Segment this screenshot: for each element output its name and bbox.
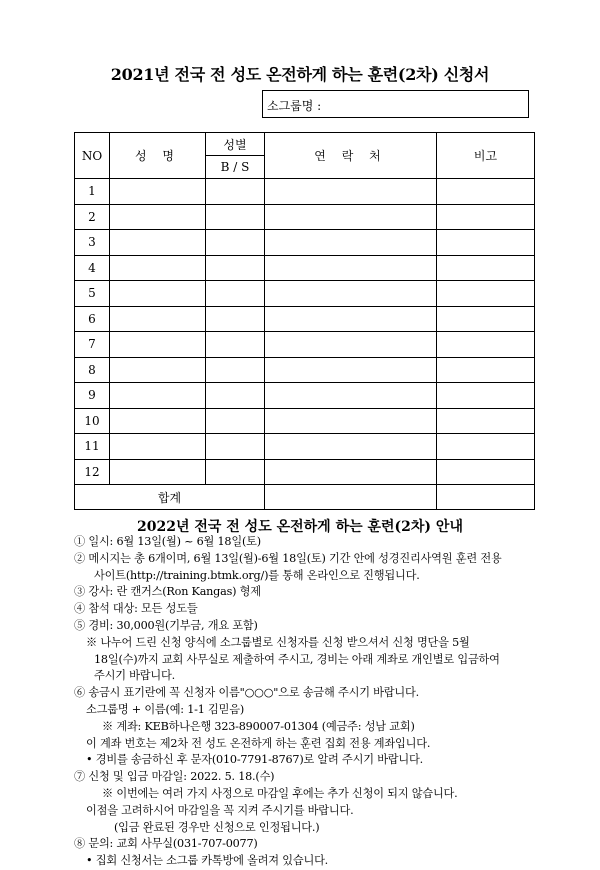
note-cell[interactable] <box>437 230 535 256</box>
total-note-cell[interactable] <box>437 485 535 510</box>
row-number: 7 <box>75 332 110 358</box>
name-cell[interactable] <box>110 230 206 256</box>
notice-line: 주시기 바랍니다. <box>94 669 175 683</box>
note-cell[interactable] <box>437 408 535 434</box>
notice-line: ※ 이번에는 여러 가지 사정으로 마감일 후에는 추가 신청이 되지 않습니다. <box>102 786 458 800</box>
gender-cell[interactable] <box>206 255 265 281</box>
notice-line: ⑤ 경비: 30,000원(기부금, 개요 포함) <box>74 618 258 632</box>
note-cell[interactable] <box>437 281 535 307</box>
note-cell[interactable] <box>437 459 535 485</box>
table-row <box>75 204 535 230</box>
header-contact: 연 락 처 <box>265 133 437 179</box>
gender-cell[interactable] <box>206 434 265 460</box>
table-row <box>75 434 535 460</box>
gender-cell[interactable] <box>206 459 265 485</box>
note-cell[interactable] <box>437 179 535 205</box>
name-cell[interactable] <box>110 408 206 434</box>
notice-line: ② 메시지는 총 6개이며, 6월 13일(월)-6월 18일(토) 기간 안에 성경진리사역원 훈련 전용 <box>74 551 502 565</box>
form-title: 2021년 전국 전 성도 온전하게 하는 훈련(2차) 신청서 <box>110 65 490 84</box>
notice-line: ※ 계좌: KEB하나은행 323-890007-01304 (예금주: 성남 교회) <box>102 719 415 733</box>
name-cell[interactable] <box>110 204 206 230</box>
group-name-label: 소그룹명 : <box>267 99 322 113</box>
roster-rows <box>75 179 535 485</box>
header-gender: 성별 <box>206 133 265 156</box>
gender-cell[interactable] <box>206 408 265 434</box>
table-row <box>75 255 535 281</box>
note-cell[interactable] <box>437 306 535 332</box>
name-cell[interactable] <box>110 255 206 281</box>
note-cell[interactable] <box>437 332 535 358</box>
name-cell[interactable] <box>110 332 206 358</box>
row-number: 2 <box>75 204 110 230</box>
row-number: 4 <box>75 255 110 281</box>
note-cell[interactable] <box>437 383 535 409</box>
notice-line: 사이트(http://training.btmk.org/)를 통해 온라인으로 진행됩니다. <box>94 568 420 582</box>
contact-cell[interactable] <box>265 408 437 434</box>
note-cell[interactable] <box>437 255 535 281</box>
header-note: 비고 <box>437 133 535 179</box>
row-number: 1 <box>75 179 110 205</box>
notice-line: ④ 참석 대상: 모든 성도들 <box>74 602 198 616</box>
header-name: 성 명 <box>110 133 206 179</box>
table-row <box>75 383 535 409</box>
contact-cell[interactable] <box>265 459 437 485</box>
row-number: 10 <box>75 408 110 434</box>
gender-cell[interactable] <box>206 357 265 383</box>
row-number: 6 <box>75 306 110 332</box>
total-label: 합계 <box>75 485 265 510</box>
table-row <box>75 332 535 358</box>
notice-line: ※ 나누어 드린 신청 양식에 소그룹별로 신청자를 신청 받으셔서 신청 명단을 5월 <box>86 635 470 649</box>
contact-cell[interactable] <box>265 281 437 307</box>
note-cell[interactable] <box>437 434 535 460</box>
notice-line: • 경비를 송금하신 후 문자(010-7791-8767)로 알려 주시기 바랍니다. <box>86 753 423 767</box>
header-no: NO <box>75 133 110 179</box>
gender-cell[interactable] <box>206 179 265 205</box>
row-number: 9 <box>75 383 110 409</box>
notice-line: 이점을 고려하시어 마감일을 꼭 지켜 주시기를 바랍니다. <box>86 803 354 817</box>
table-row <box>75 230 535 256</box>
row-number: 11 <box>75 434 110 460</box>
gender-cell[interactable] <box>206 332 265 358</box>
name-cell[interactable] <box>110 306 206 332</box>
contact-cell[interactable] <box>265 306 437 332</box>
gender-cell[interactable] <box>206 281 265 307</box>
header-gender-sub: B / S <box>206 156 265 179</box>
name-cell[interactable] <box>110 434 206 460</box>
table-row <box>75 306 535 332</box>
gender-cell[interactable] <box>206 383 265 409</box>
table-row <box>75 179 535 205</box>
notice-line: ③ 강사: 란 캔거스(Ron Kangas) 형제 <box>74 585 261 599</box>
name-cell[interactable] <box>110 179 206 205</box>
contact-cell[interactable] <box>265 255 437 281</box>
group-name-box[interactable] <box>262 90 529 118</box>
row-number: 5 <box>75 281 110 307</box>
contact-cell[interactable] <box>265 179 437 205</box>
notice-line: 소그룹명 + 이름(예: 1-1 김믿음) <box>86 702 244 716</box>
notice-line: ⑧ 문의: 교회 사무실(031-707-0077) <box>74 837 258 851</box>
table-row <box>75 281 535 307</box>
contact-cell[interactable] <box>265 383 437 409</box>
gender-cell[interactable] <box>206 230 265 256</box>
total-cell[interactable] <box>265 485 437 510</box>
roster-table <box>74 132 535 510</box>
notice-title: 2022년 전국 전 성도 온전하게 하는 훈련(2차) 안내 <box>137 519 463 535</box>
notice-line: ⑥ 송금시 표기란에 꼭 신청자 이름"○○○"으로 송금해 주시기 바랍니다. <box>74 686 419 700</box>
notice-body <box>74 534 544 870</box>
contact-cell[interactable] <box>265 204 437 230</box>
row-number: 3 <box>75 230 110 256</box>
table-row <box>75 408 535 434</box>
note-cell[interactable] <box>437 357 535 383</box>
notice-line: 이 계좌 번호는 제2차 전 성도 온전하게 하는 훈련 집회 전용 계좌입니다. <box>86 736 431 750</box>
name-cell[interactable] <box>110 383 206 409</box>
table-row <box>75 459 535 485</box>
gender-cell[interactable] <box>206 306 265 332</box>
row-number: 12 <box>75 459 110 485</box>
contact-cell[interactable] <box>265 332 437 358</box>
gender-cell[interactable] <box>206 204 265 230</box>
name-cell[interactable] <box>110 357 206 383</box>
contact-cell[interactable] <box>265 230 437 256</box>
notice-line: 18일(수)까지 교회 사무실로 제출하여 주시고, 경비는 아래 계좌로 개인별로 입금하여 <box>94 652 500 666</box>
note-cell[interactable] <box>437 204 535 230</box>
notice-line: (입금 완료된 경우만 신청으로 인정됩니다.) <box>114 820 320 834</box>
row-number: 8 <box>75 357 110 383</box>
notice-line: ① 일시: 6월 13일(월) ~ 6월 18일(토) <box>74 535 261 548</box>
name-cell[interactable] <box>110 459 206 485</box>
notice-line: ⑦ 신청 및 입금 마감일: 2022. 5. 18.(수) <box>74 770 275 784</box>
contact-cell[interactable] <box>265 434 437 460</box>
table-row <box>75 357 535 383</box>
contact-cell[interactable] <box>265 357 437 383</box>
notice-line: • 집회 신청서는 소그룹 카톡방에 올려져 있습니다. <box>86 854 329 868</box>
name-cell[interactable] <box>110 281 206 307</box>
